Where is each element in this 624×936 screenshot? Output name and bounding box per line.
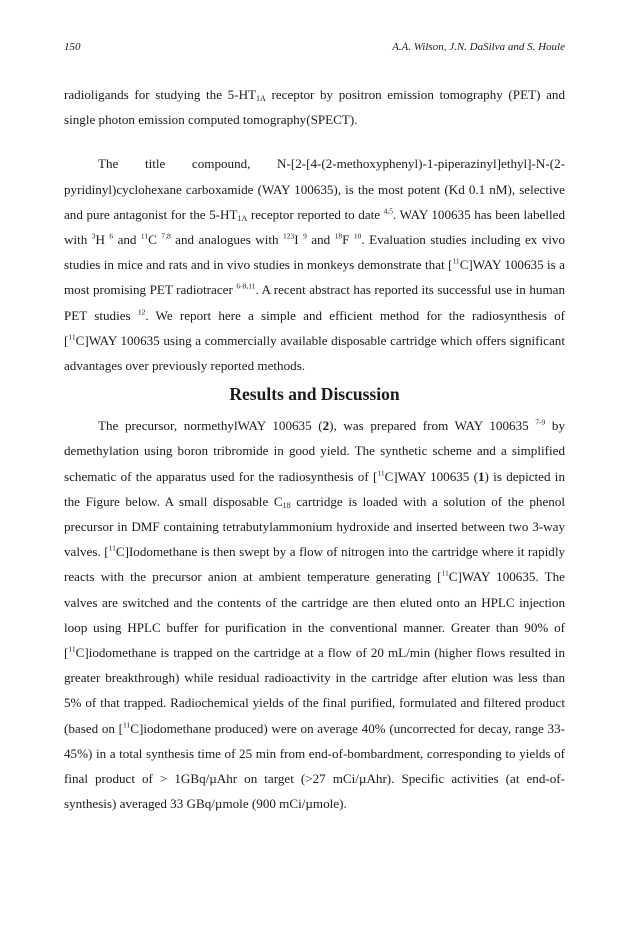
page-number: 150 <box>64 41 81 53</box>
intro-paragraph-1: radioligands for studying the $5-HT_{1A}$ receptor by positron emission tomography (PET) and single photon emission computed tomography(SPECT). <box>64 87 565 128</box>
results-paragraph-1: The precursor, normethylWAY 100635 (2), was prepared from WAY 100635 $^{7-9}$ by demethylation using boron tribromide in good yield. The synthetic scheme and a simplified schematic of the apparatus used for the radiosynthesis of [$^{11}$C]WAY 100635 (1) is depicted in the Figure below. A small disposable $C_{18}$ cartridge is loaded with a solution of the phenol precursor in DMF containing tetrabutylammonium hydroxide and inserted between two 3-way valves. [$^{11}$C]Iodomethane is then swept by a flow of nitrogen into the cartridge where it rapidly reacts with the precursor anion at ambient temperature generating [$^{11}$C]WAY 100635. The valves are switched and the contents of the cartridge are then eluted onto an HPLC injection loop using HPLC buffer for purification in the conventional manner. Greater than 90% of [$^{11}$C]iodomethane is trapped on the cartridge at a flow of 20 mL/min (higher flows resulted in greater breakthrough) while residual radioactivity in the cartridge after elution was less than 5% of that trapped. Radiochemical yields of the final purified, formulated and filtered product (based on [$^{11}$C]iodomethane produced) were on average 40% (uncorrected for decay, range 33-45%) in a total synthesis time of 25 min from end-of-bombardment, corresponding to yields of final product of > 1GBq/µAhr on target (>27 mCi/µAhr). Specific activities (at end-of-synthesis) averaged 33 GBq/µmole (900 mCi/µmole). <box>64 417 566 812</box>
section-heading: Results and Discussion <box>229 384 400 405</box>
running-header-authors: A.A. Wilson, J.N. DaSilva and S. Houle <box>392 41 565 53</box>
page-body <box>64 82 565 816</box>
intro-paragraph-2: The title compound, N-[2-[4-(2-methoxyphenyl)-1-piperazinyl]ethyl]-N-(2-pyridinyl)cyclohexane carboxamide (WAY 100635), is the most potent (Kd 0.1 nM), selective and pure antagonist for the $5-HT_{1A}$ receptor reported to date $^{4,5}$. WAY 100635 has been labelled with $^3$H $^6$ and $^{11}$C $^{7,8}$ and analogues with $^{123}$I $^9$ and $^{18}$F $^{10}$. Evaluation studies including ex vivo studies in mice and rats and in vivo studies in monkeys demonstrate that [$^{11}$C]WAY 100635 is a most promising PET radiotracer $^{6-8,11}$. A recent abstract has reported its successful use in human PET studies $^{12}$. We report here a simple and efficient method for the radiosynthesis of [$^{11}$C]WAY 100635 using a commercially available disposable cartridge which offers significant advantages over previously reported methods. <box>64 156 566 374</box>
